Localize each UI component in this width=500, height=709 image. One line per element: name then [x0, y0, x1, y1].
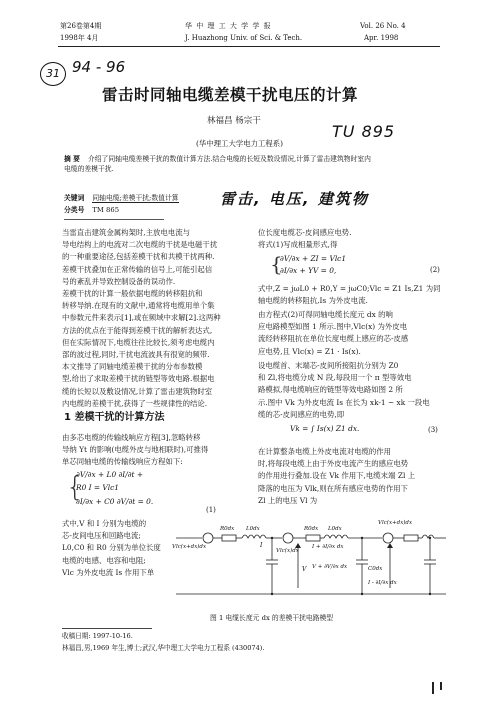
text-line: 应电路模型如图 1 所示.图中,Vlc(x) 为外皮电 — [258, 322, 408, 332]
abstract-text-2: 电缆的差模干扰. — [64, 165, 114, 173]
label-r-left: R0dx — [220, 526, 235, 532]
equation-3 — [290, 424, 448, 440]
figure-1 — [172, 508, 448, 608]
text-line: 导纳 Yt 的影响(电缆外皮与地相联时),可推得 — [62, 445, 209, 455]
text-line: 单芯同轴电缆的传输线响应方程如下: — [62, 457, 183, 467]
footnote-author: 林福昌,男,1969 年生,博士;武汉,华中理工大学电力工程系 (430074). — [62, 644, 265, 652]
keywords-value: 同轴电缆;差模干扰;数值计算 — [92, 194, 179, 202]
equation-2-line-a: ∂V/∂x + ZI = Vlc1 — [280, 254, 347, 263]
text-line: 在计算整条电缆上外皮电流对电缆的作用 — [258, 447, 392, 456]
label-l-mid: L0dx — [328, 526, 342, 532]
classification-row — [64, 206, 119, 215]
left-para-1 — [62, 227, 250, 288]
footnote-received: 收稿日期: 1997-10-16. — [62, 632, 133, 640]
text-line: 当雷直击建筑金属构架时,主放电电流与 — [62, 228, 190, 237]
classification-label: 分类号 — [64, 206, 85, 214]
inductor-right — [422, 535, 434, 538]
text-line: 式中,Z = jωL0 + R0,Y = jωC0;Vlc = Z1 Is,Z1 为同 — [258, 284, 441, 293]
text-line: 流经转移阻抗在单位长度电缆上感应的芯-皮感 — [258, 334, 409, 344]
equation-1-line-c: ∂I/∂x + C0 ∂V/∂t = 0. — [76, 497, 154, 506]
paper-authors: 林福昌 杨宗干 — [207, 116, 261, 126]
equation-1-number: (1) — [206, 506, 216, 514]
right-para-6 — [258, 446, 448, 507]
left-para-4 — [62, 432, 250, 469]
text-line: 差模干扰叠加在正常传输的信号上,可能引起信 — [62, 264, 213, 274]
label-v: V — [302, 566, 307, 573]
handwritten-range: 94 - 96 — [72, 58, 126, 76]
label-c: C0dx — [368, 566, 383, 572]
inductor-middle — [324, 535, 348, 538]
arrow-up-icon — [387, 543, 393, 548]
text-line: 设电缆首、末端芯-皮间所接阻抗分别为 Z0 — [258, 361, 399, 370]
right-para-2: 将式(1)写成相量形式,得 — [258, 240, 338, 250]
voltage-source-left — [203, 533, 213, 543]
right-para-5 — [258, 360, 448, 421]
footnote-rule — [62, 628, 152, 629]
text-line: 由方程式(2)可得同轴电缆长度元 dx 的响 — [258, 310, 393, 319]
resistor-right — [404, 535, 418, 541]
text-line: 导电结构上的电流对二次电缆的干扰是电磁干扰 — [62, 240, 218, 250]
equation-1-line-b: R0 I = Vlc1 — [76, 483, 119, 492]
left-para-2 — [62, 288, 250, 361]
equation-2: { ∂V/∂x + ZI = Vlc1 ∂I/∂x + YV = 0, (2) — [270, 252, 440, 276]
label-v-top-right: Vlc(x+dx)dx — [378, 520, 413, 526]
text-line: 型,给出了求取差模干扰的链型等效电路.根据电 — [62, 374, 215, 384]
text-line: 应电势,且 Vlc(x) = Z1 · Is(x). — [258, 346, 361, 356]
label-i-plus: I + ∂I/∂x dx — [312, 544, 344, 550]
paper-affiliation: (华中理工大学电力工程系) — [196, 139, 284, 148]
text-line: L0,C0 和 R0 分别为单位长度 — [62, 543, 161, 553]
text-line: 缆的芯-皮间感应的电势,即 — [258, 409, 345, 419]
equation-3-number: (3) — [428, 426, 438, 434]
paper-title: 雷击时同轴电缆差模干扰电压的计算 — [102, 86, 359, 104]
text-line: 中参数元件来表示[1],或在频域中求解[2].这两种 — [62, 313, 221, 323]
left-para-3 — [62, 361, 250, 410]
keywords-label: 关键词 — [64, 194, 85, 202]
header-center-cn: 华 中 理 工 大 学 学 报 — [185, 22, 272, 30]
text-line: 路模拟,得电缆响应的链型等效电路如图 2 所 — [258, 385, 403, 395]
right-para-3 — [258, 283, 448, 307]
label-v-left: Vlc(x+dx)dx — [172, 544, 207, 550]
abstract-block — [64, 154, 444, 174]
header-left-date: 1998年 4月 — [60, 34, 99, 42]
text-line: 差模干扰的计算一般依据电缆的转移阻抗和 — [62, 289, 203, 299]
header-rule — [58, 46, 440, 47]
right-para-4 — [258, 309, 448, 358]
classification-value: TM 865 — [92, 206, 120, 214]
equation-2-line-b: ∂I/∂x + YV = 0, — [280, 266, 337, 275]
text-line: 由多芯电缆的传输线响应方程[3],忽略转移 — [62, 433, 201, 442]
voltage-source-right — [383, 533, 393, 543]
scan-mark — [440, 682, 442, 690]
voltage-source-middle — [283, 533, 293, 543]
text-line: 部的波过程,同时,干扰电流波具有很宽的频带. — [62, 350, 210, 360]
keywords-row — [64, 194, 179, 203]
handwritten-keywords: 雷击, 电压, 建筑物 — [220, 190, 369, 208]
text-line: 时,将每段电缆上由于外皮电流产生的感应电势 — [258, 459, 409, 469]
resistor-left — [222, 535, 236, 541]
handwritten-code: TU 895 — [332, 122, 396, 141]
handwritten-circled-number: 31 — [46, 67, 60, 80]
text-line: 内电缆的差模干扰,获得了一些规律性的结论. — [62, 398, 208, 408]
resistor-middle — [306, 535, 320, 541]
text-line: 芯-皮间电压和回路电流; — [62, 531, 141, 541]
text-line: 但在实际情况下,电缆往往比较长,须考虑电缆内 — [62, 337, 215, 347]
header-left-volume: 第26卷第4期 — [60, 22, 102, 30]
right-column — [258, 227, 448, 251]
label-v-mid: Vlc(x)dx — [276, 548, 299, 554]
text-line: 和 Zl,将电缆分成 N 段,每段用一个 π 型等效电 — [258, 373, 412, 383]
text-line: 式中,V 和 I 分别为电缆的 — [62, 519, 147, 528]
inductor-left — [242, 535, 266, 538]
text-line: 号的紊乱并导致控制设备的误动作. — [62, 276, 176, 286]
label-v-plus: V + ∂V/∂x dx — [312, 564, 348, 570]
right-para-1: 位长度电缆芯-皮间感应电势. — [258, 228, 352, 237]
header-right-date: Apr. 1998 — [364, 34, 399, 42]
equation-2-number: (2) — [430, 266, 440, 274]
abstract-label: 摘 要 — [64, 155, 80, 163]
text-line: 降落的电压为 Vlk,则在所有感应电势的作用下 — [258, 483, 408, 493]
header-center-en: J. Huazhong Univ. of Sci. & Tech. — [185, 34, 303, 42]
label-l-left: L0dx — [246, 526, 260, 532]
section-heading-1: 1 差模干扰的计算方法 — [64, 412, 165, 423]
figure-1-caption: 图 1 电缆长度元 dx 的差模干扰电路模型 — [210, 614, 334, 622]
text-line: 轴电缆的转移阻抗,Is 为外皮电流. — [258, 296, 368, 306]
header-right-volume: Vol. 26 No. 4 — [360, 22, 406, 30]
label-r-mid: R0dx — [304, 526, 319, 532]
equation-1-line-a: ∂V/∂x + L0 ∂I/∂t + — [76, 470, 144, 479]
abstract-text-1: 介绍了同轴电缆差模干扰的数值计算方法.结合电缆的长短及数设情况,计算了雷击建筑物时室内 — [87, 155, 371, 163]
text-line: 示.图中 Vk 为外皮电流 Is 在长为 xk-1 ~ xk 一段电 — [258, 397, 430, 407]
equation-1: { ∂V/∂x + L0 ∂I/∂t + R0 I = Vlc1 ∂I/∂x + C0 ∂V/∂t = 0. (1) — [66, 470, 216, 514]
text-line: 方法的优点在于能得到差模干扰的解析表达式, — [62, 325, 213, 335]
left-para-5 — [62, 518, 170, 579]
scan-mark — [432, 682, 434, 694]
text-line: 转移导纳.在现有的文献中,通常将电缆用单个集 — [62, 301, 215, 311]
equation-3-body: Vk = ∫ Is(x) Z1 dx. — [290, 424, 360, 433]
label-i: I — [260, 542, 263, 549]
text-line: Vlc 为外皮电流 Is 作用下单 — [62, 567, 155, 577]
text-line: 的一种重要途径,包括差模干扰和共模干扰两种. — [62, 252, 215, 262]
text-line: 本文推导了同轴电缆差模干扰的分布参数模 — [62, 362, 203, 372]
text-line: 的作用进行叠加.设在 Vk 作用下,电缆末端 Zl 上 — [258, 471, 416, 481]
left-column — [62, 227, 250, 410]
abstract-rule — [64, 219, 164, 220]
handwritten-circle — [40, 62, 66, 86]
label-i-minus: I - ∂I/∂x dx — [368, 580, 397, 586]
text-line: Zl 上的电压 Vl 为 — [258, 495, 318, 505]
text-line: 缆的长短以及敷设情况,计算了雷击建筑物时室 — [62, 386, 213, 396]
text-line: 电缆的电感、电容和电阻; — [62, 555, 146, 565]
